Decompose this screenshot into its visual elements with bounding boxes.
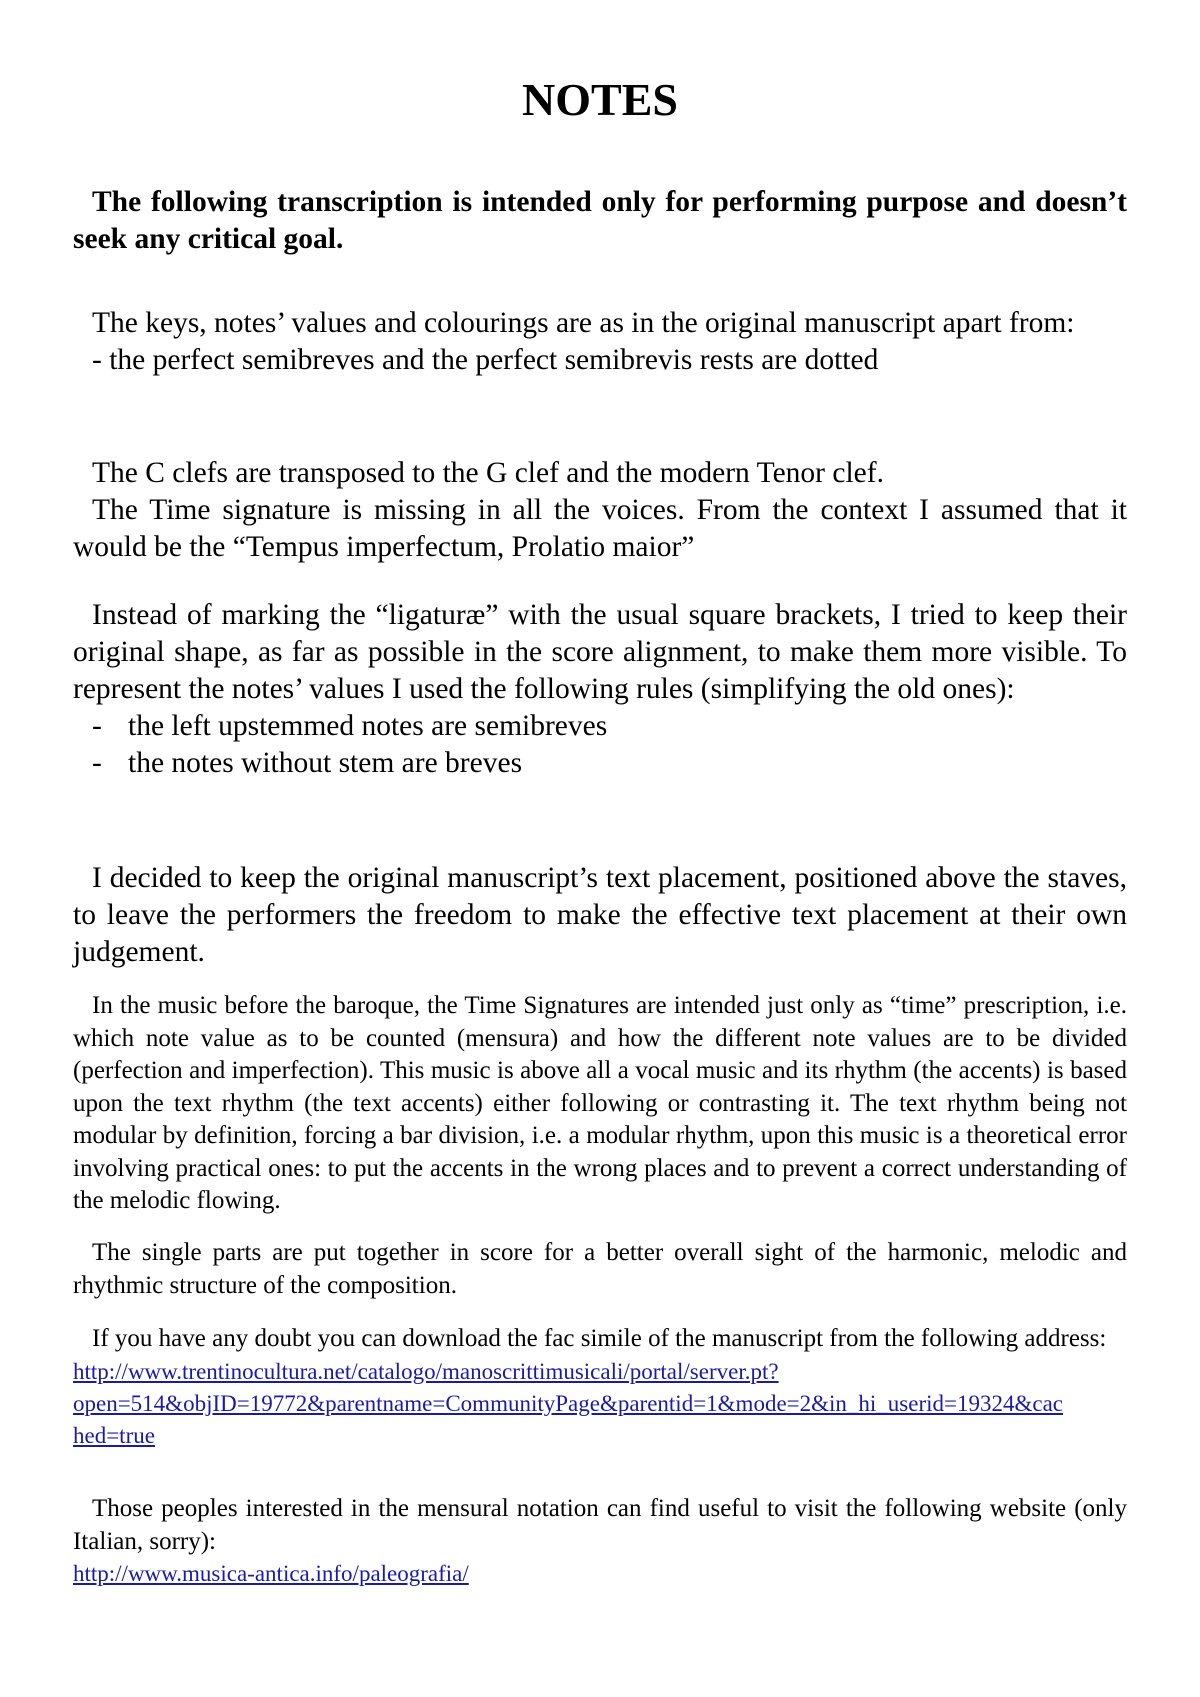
ligature-list-item: - the left upstemmed notes are semibreves [92, 710, 608, 742]
website-paragraph [73, 1493, 1127, 1590]
keys-list-item: - the perfect semibreves and the perfect semibrevis rests are dotted [92, 344, 879, 376]
paleografia-link[interactable]: http://www.musica-antica.info/paleografia/ [73, 1561, 469, 1586]
keys-paragraph [73, 305, 1127, 379]
time-signature-note: The Time signature is missing in all the voices. From the context I assumed that it would be the “Tempus imperfectum, Prolatio maior” [73, 494, 1127, 563]
ligature-text: Instead of marking the “ligaturæ” with the usual square brackets, I tried to keep their original shape, as far as possible in the score alignment, to make them more visible. To represent the notes’ values I used the following rules (simplifying the old ones): [73, 599, 1127, 705]
download-text: If you have any doubt you can download the fac simile of the manuscript from the following address: [92, 1325, 1107, 1352]
manuscript-link[interactable]: http://www.trentinocultura.net/catalogo/manoscrittimusicali/portal/server.pt? open=514&objID=19772&parentname=CommunityPage&parentid=1&mode=2&in_hi_userid=19324&cac hed=true [73, 1358, 1063, 1448]
clefs-paragraph [73, 455, 1127, 566]
keys-text: The keys, notes’ values and colourings are as in the original manuscript apart from: [92, 307, 1075, 339]
download-paragraph [73, 1323, 1127, 1452]
time-signature-paragraph: In the music before the baroque, the Time Signatures are intended just only as “time” prescription, i.e. which note value as to be counted (mensura) and how the different note values are to be divided (perfection and imperfection). This music is above all a vocal music and its rhythm (the accents) is based upon the text rhythm (the text accents) either following or contrasting it. The text rhythm being not modular by definition, forcing a bar division, i.e. a modular rhythm, upon this music is a theoretical error involving practical ones: to put the accents in the wrong places and to prevent a correct understanding of the melodic flowing. [73, 992, 1127, 1214]
ligature-list-item: - the notes without stem are breves [92, 747, 523, 779]
ligature-paragraph [73, 597, 1127, 782]
page-title: NOTES [522, 74, 678, 125]
score-paragraph: The single parts are put together in score for a better overall sight of the harmonic, melodic and rhythmic structure of the composition. [73, 1239, 1127, 1299]
website-text: Those peoples interested in the mensural notation can find useful to visit the following website (only Italian, sorry): [73, 1495, 1127, 1555]
clefs-line: The C clefs are transposed to the G clef and the modern Tenor clef. [92, 457, 884, 489]
intro-paragraph: The following transcription is intended only for performing purpose and doesn’t seek any critical goal. [73, 186, 1127, 255]
text-placement-paragraph: I decided to keep the original manuscript’s text placement, positioned above the staves, to leave the performers the freedom to make the effective text placement at their own judgement. [73, 862, 1127, 968]
